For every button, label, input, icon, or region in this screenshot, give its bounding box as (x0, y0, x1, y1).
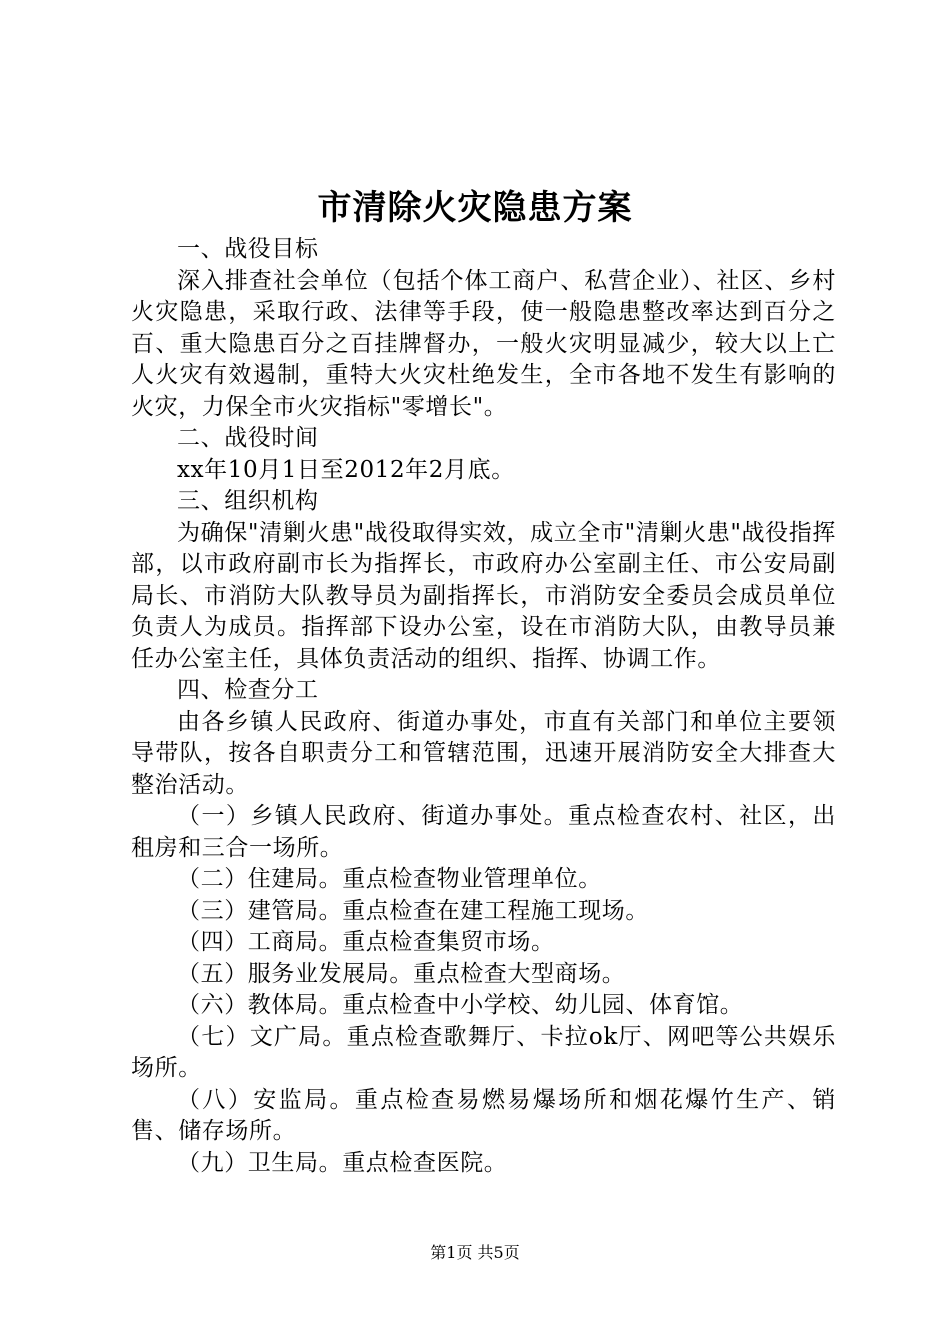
section-heading: 三、组织机构 (177, 488, 319, 514)
list-item: （六）教体局。重点检查中小学校、幼儿园、体育馆。 (177, 992, 744, 1018)
section-heading: 四、检查分工 (177, 677, 319, 703)
list-item: （三）建管局。重点检查在建工程施工现场。 (177, 897, 649, 924)
paragraph: 为确保"清剿火患"战役取得实效，成立全市"清剿火患"战役指挥部，以市政府副市长为指挥长，市政府办公室副主任、市公安局副局长、市消防大队教导员为副指挥长，市消防安全委员会成员单位负责人为成员。指挥部下设办公室，设在市消防大队，由教导员兼任办公室主任，具体负责活动的组织、指挥、协调工作。 (131, 519, 836, 672)
list-item: （九）卫生局。重点检查医院。 (177, 1149, 508, 1176)
list-item: （七）文广局。重点检查歌舞厅、卡拉ok厅、网吧等公共娱乐场所。 (131, 1023, 836, 1081)
list-item: （四）工商局。重点检查集贸市场。 (177, 929, 555, 955)
list-item: （五）服务业发展局。重点检查大型商场。 (177, 960, 626, 987)
paragraph: xx年10月1日至2012年2月底。 (177, 456, 515, 483)
section-heading: 二、战役时间 (177, 425, 319, 451)
section-heading: 一、战役目标 (177, 236, 319, 262)
paragraph: 深入排查社会单位（包括个体工商户、私营企业）、社区、乡村火灾隐患，采取行政、法律等手段，使一般隐患整改率达到百分之百、重大隐患百分之百挂牌督办，一般火灾明显减少，较大以上亡人火灾有效遏制，重特大火灾杜绝发生，全市各地不发生有影响的火灾，力保全市火灾指标"零增长"。 (131, 267, 836, 420)
list-item: （二）住建局。重点检查物业管理单位。 (177, 866, 602, 892)
list-item: （一）乡镇人民政府、街道办事处。重点检查农村、社区，出租房和三合一场所。 (131, 803, 836, 861)
page-footer: 第1页 共5页 (430, 1243, 520, 1262)
list-item: （八）安监局。重点检查易燃易爆场所和烟花爆竹生产、销售、储存场所。 (131, 1086, 836, 1144)
document-body (131, 234, 836, 1179)
paragraph: 由各乡镇人民政府、街道办事处，市直有关部门和单位主要领导带队，按各自职责分工和管辖范围，迅速开展消防安全大排查大整治活动。 (131, 708, 836, 798)
document-title: 市清除火灾隐患方案 (317, 188, 633, 228)
